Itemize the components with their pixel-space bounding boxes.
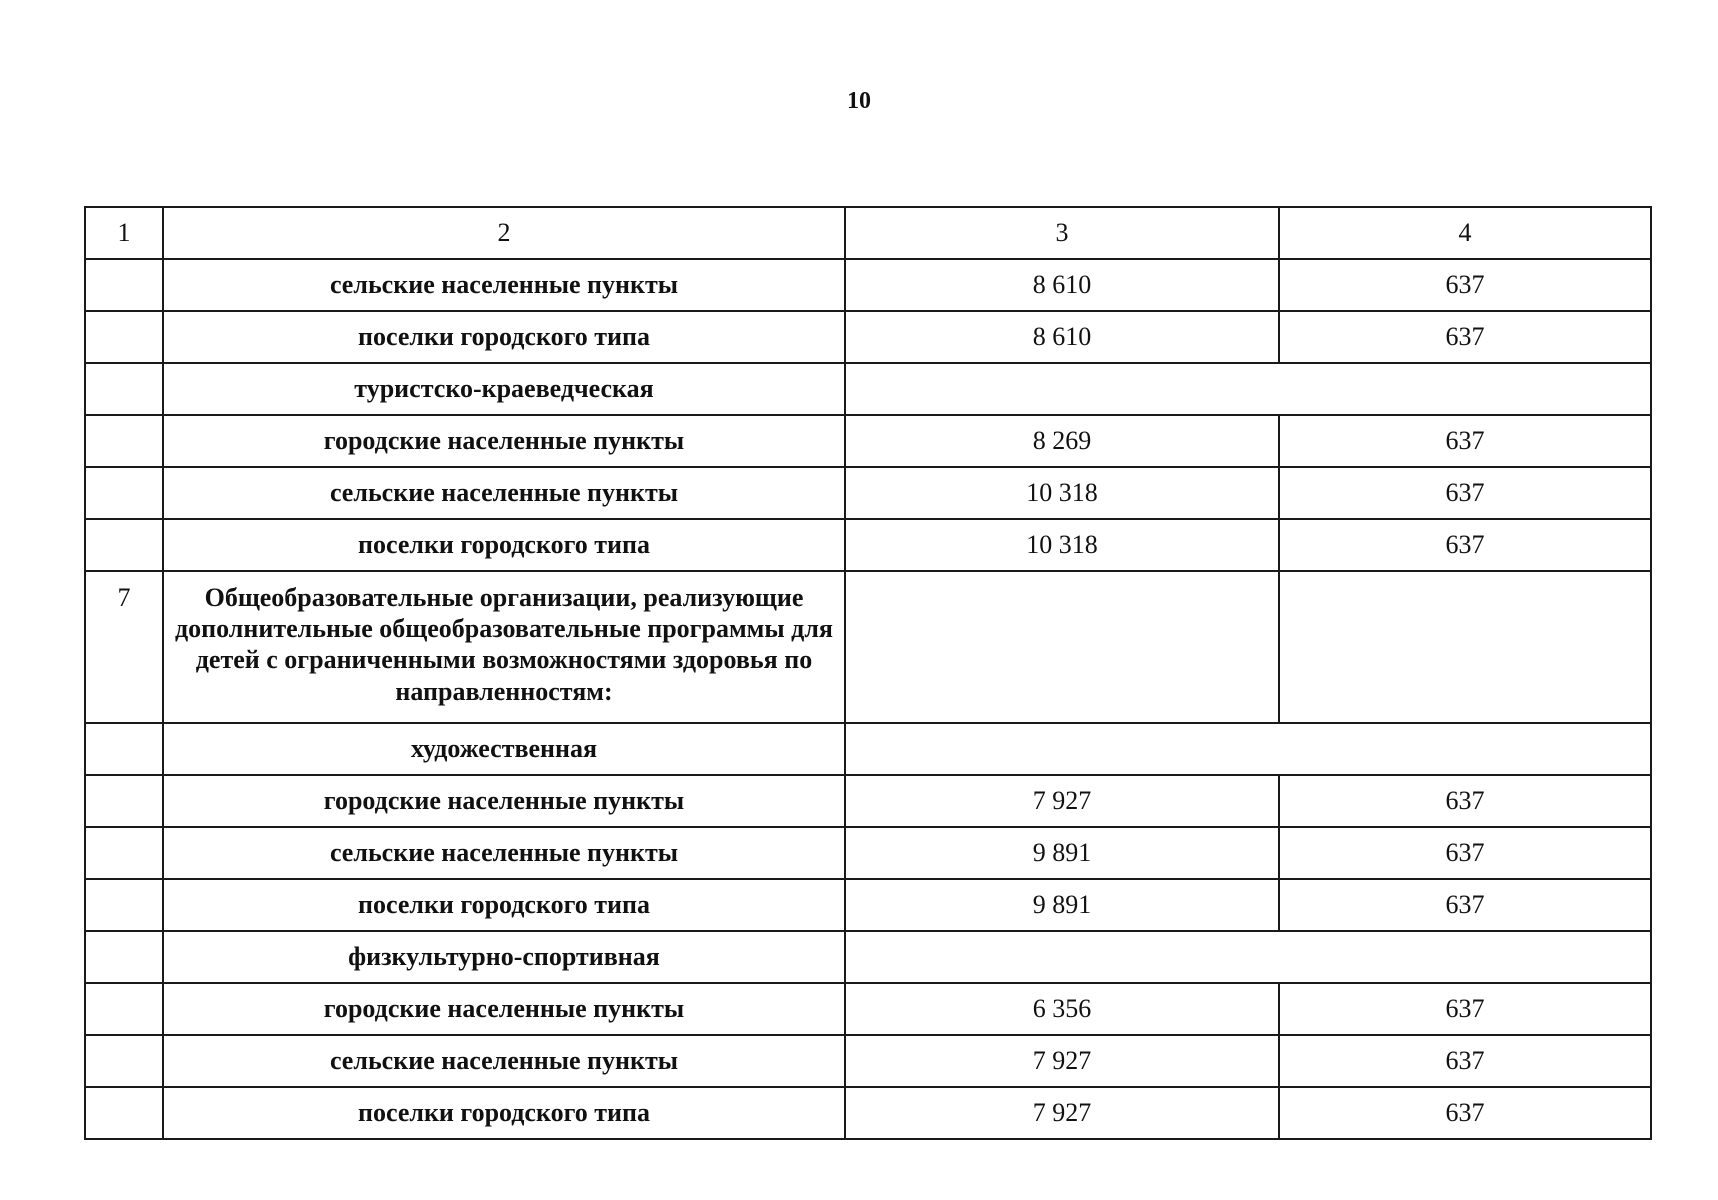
row-number	[85, 363, 163, 415]
row-value-3: 8 269	[845, 415, 1279, 467]
row-value-4: 637	[1279, 775, 1651, 827]
table-section-row	[85, 723, 1651, 775]
row-name: поселки городского типа	[163, 311, 845, 363]
row-value-3: 7 927	[845, 1087, 1279, 1139]
row-value-4: 637	[1279, 259, 1651, 311]
row-value-3: 8 610	[845, 311, 1279, 363]
row-value-3: 10 318	[845, 467, 1279, 519]
table-row	[85, 311, 1651, 363]
table-row	[85, 467, 1651, 519]
section-name: туристско-краеведческая	[163, 363, 845, 415]
row-value-4: 637	[1279, 415, 1651, 467]
table-row	[85, 1035, 1651, 1087]
row-value-3: 10 318	[845, 519, 1279, 571]
row-value-4: 637	[1279, 1087, 1651, 1139]
header-col-4: 4	[1279, 207, 1651, 259]
row-value-3: 7 927	[845, 775, 1279, 827]
row-name: городские населенные пункты	[163, 983, 845, 1035]
row-value-4: 637	[1279, 519, 1651, 571]
row-number	[85, 879, 163, 931]
row-value-4: 637	[1279, 983, 1651, 1035]
row-value-3: 9 891	[845, 827, 1279, 879]
row-value-4: 637	[1279, 1035, 1651, 1087]
row-name: сельские населенные пункты	[163, 1035, 845, 1087]
table-section-row	[85, 931, 1651, 983]
table-row	[85, 1087, 1651, 1139]
table-row	[85, 983, 1651, 1035]
table-header-row	[85, 207, 1651, 259]
table-row	[85, 827, 1651, 879]
row-name: поселки городского типа	[163, 519, 845, 571]
row-number	[85, 983, 163, 1035]
merged-empty-cell	[845, 931, 1651, 983]
row-number	[85, 723, 163, 775]
row-value-3	[845, 571, 1279, 723]
row-number	[85, 415, 163, 467]
row-value-4: 637	[1279, 879, 1651, 931]
row-value-3: 6 356	[845, 983, 1279, 1035]
table-row	[85, 879, 1651, 931]
row-name: Общеобразовательные организации, реализующие дополнительные общеобразовательные программы для детей с ограниченными возможностями здоровья по направленностям:	[163, 571, 845, 723]
table-row-category	[85, 571, 1651, 723]
row-name: сельские населенные пункты	[163, 827, 845, 879]
row-name: сельские населенные пункты	[163, 467, 845, 519]
row-name: городские населенные пункты	[163, 775, 845, 827]
row-number	[85, 259, 163, 311]
merged-empty-cell	[845, 723, 1651, 775]
section-name: физкультурно-спортивная	[163, 931, 845, 983]
header-col-2: 2	[163, 207, 845, 259]
header-col-1: 1	[85, 207, 163, 259]
section-name: художественная	[163, 723, 845, 775]
row-value-4: 637	[1279, 311, 1651, 363]
row-number	[85, 1035, 163, 1087]
row-value-3: 8 610	[845, 259, 1279, 311]
row-number	[85, 827, 163, 879]
row-value-4	[1279, 571, 1651, 723]
row-name: поселки городского типа	[163, 879, 845, 931]
row-number	[85, 775, 163, 827]
table-row	[85, 519, 1651, 571]
row-number: 7	[85, 571, 163, 723]
row-name: поселки городского типа	[163, 1087, 845, 1139]
table-row	[85, 775, 1651, 827]
row-value-3: 9 891	[845, 879, 1279, 931]
row-value-3: 7 927	[845, 1035, 1279, 1087]
row-name: городские населенные пункты	[163, 415, 845, 467]
row-number	[85, 519, 163, 571]
row-number	[85, 311, 163, 363]
merged-empty-cell	[845, 363, 1651, 415]
row-number	[85, 467, 163, 519]
table-row	[85, 415, 1651, 467]
row-name: сельские населенные пункты	[163, 259, 845, 311]
row-number	[85, 931, 163, 983]
row-value-4: 637	[1279, 827, 1651, 879]
data-table	[84, 206, 1652, 1140]
table-row	[85, 259, 1651, 311]
page-number: 10	[847, 88, 871, 114]
table-section-row	[85, 363, 1651, 415]
header-col-3: 3	[845, 207, 1279, 259]
row-number	[85, 1087, 163, 1139]
row-value-4: 637	[1279, 467, 1651, 519]
